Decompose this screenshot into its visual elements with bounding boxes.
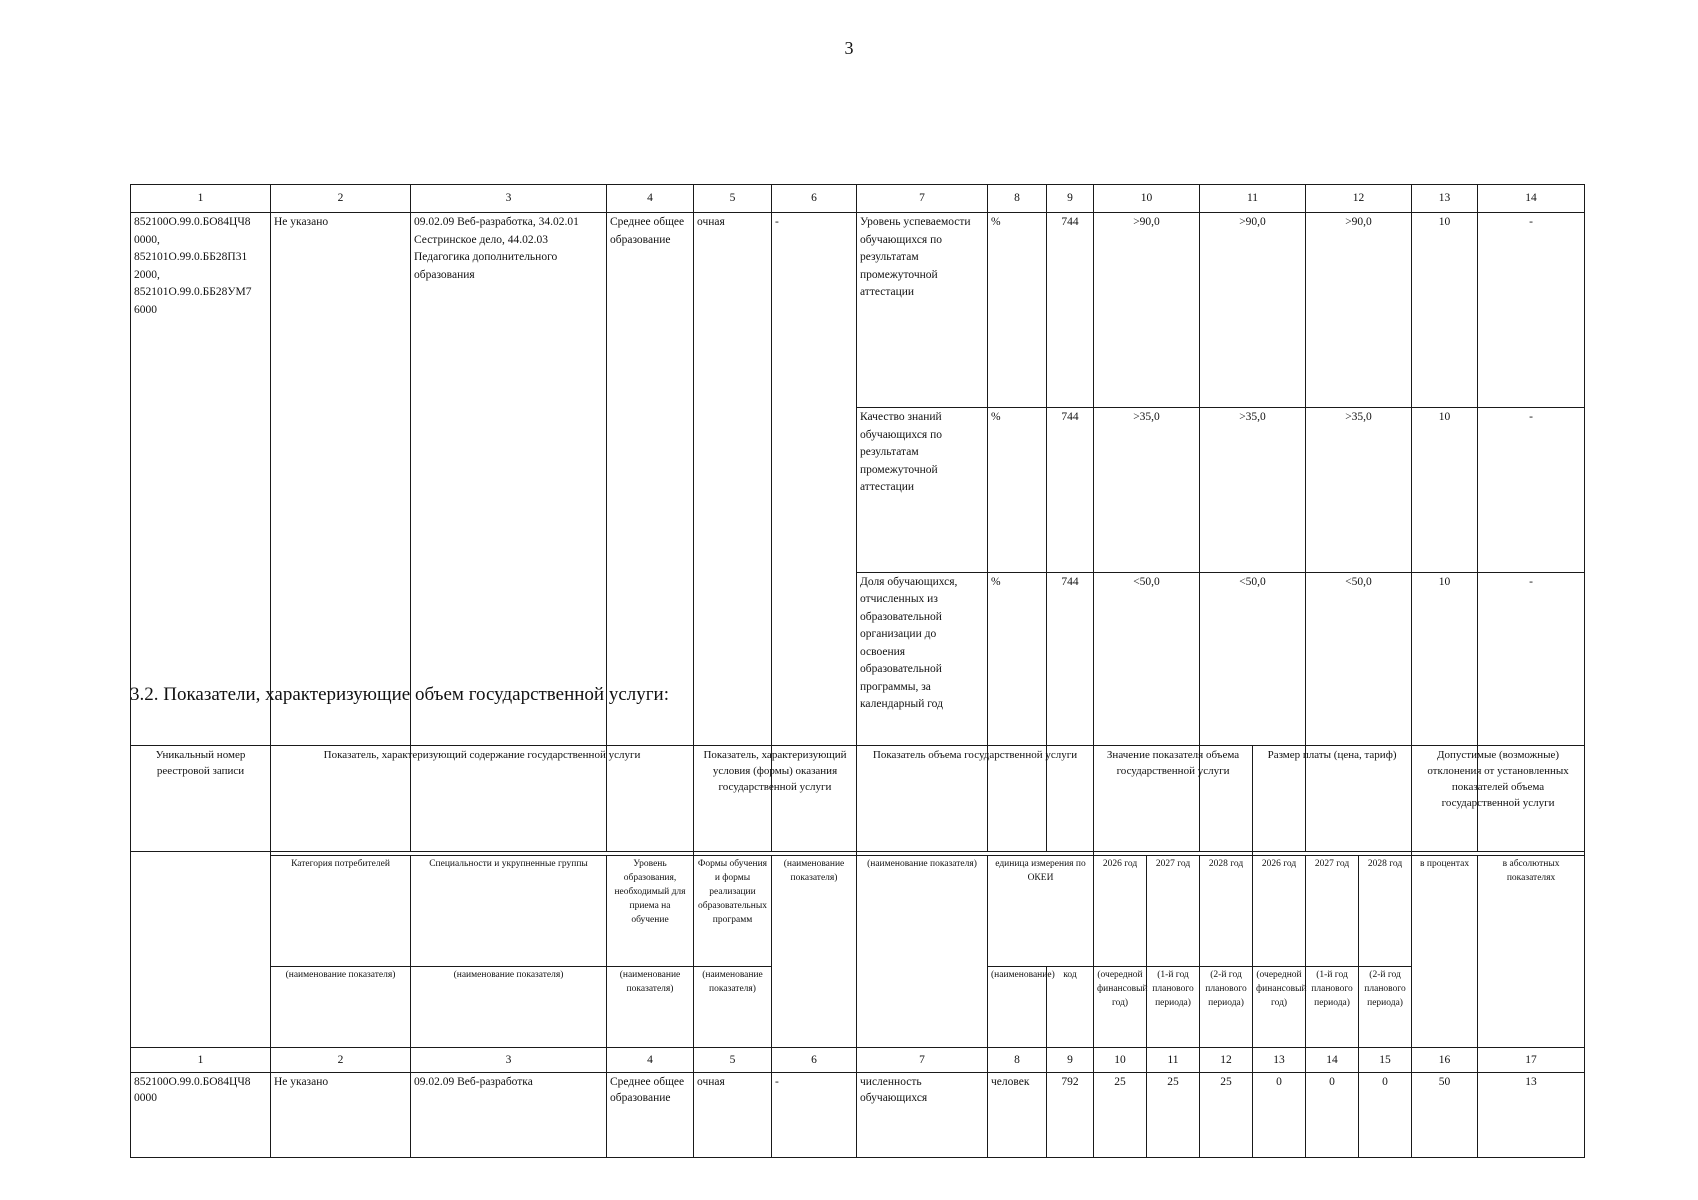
fee-2028-cell: 0 xyxy=(1359,1073,1412,1158)
value-2027-cell: >90,0 xyxy=(1200,213,1306,408)
value-2027-cell: <50,0 xyxy=(1200,572,1306,851)
col-number: 4 xyxy=(607,1048,694,1073)
specialties-cell: 09.02.09 Веб-разработка, 34.02.01 Сестринское дело, 44.02.03 Педагогика дополнительного образования xyxy=(411,213,607,852)
fee-2026-cell: 0 xyxy=(1253,1073,1306,1158)
col-number: 10 xyxy=(1094,185,1200,213)
education-level-cell: Среднее общее образование xyxy=(607,1073,694,1158)
volume-indicators-table xyxy=(130,745,1585,1158)
unit-cell: % xyxy=(988,408,1047,573)
unit-cell: % xyxy=(988,213,1047,408)
header-fy-1: (1-й год планового периода) xyxy=(1147,967,1200,1048)
col-number: 5 xyxy=(694,1048,772,1073)
header-fee-2028: 2028 год xyxy=(1359,856,1412,967)
header-name-specialty: (наименование показателя) xyxy=(411,967,607,1048)
col-number: 5 xyxy=(694,185,772,213)
deviation-absolute-cell: - xyxy=(1478,213,1585,408)
col-number: 11 xyxy=(1147,1048,1200,1073)
table-row xyxy=(131,1073,1585,1158)
deviation-absolute-cell: 13 xyxy=(1478,1073,1585,1158)
header-name-forms: (наименование показателя) xyxy=(694,967,772,1048)
value-2027-cell: >35,0 xyxy=(1200,408,1306,573)
header-fee: Размер платы (цена, тариф) xyxy=(1253,746,1412,856)
col-number: 12 xyxy=(1306,185,1412,213)
header-specialties: Специальности и укрупненные группы xyxy=(411,856,607,967)
okei-cell: 744 xyxy=(1047,213,1094,408)
header-fy-2: (2-й год планового периода) xyxy=(1200,967,1253,1048)
header-row xyxy=(131,856,1585,967)
header-year-2026: 2026 год xyxy=(1094,856,1147,967)
unit-cell: % xyxy=(988,572,1047,851)
header-row xyxy=(131,746,1585,856)
value-2026-cell: <50,0 xyxy=(1094,572,1200,851)
value-2027-cell: 25 xyxy=(1147,1073,1200,1158)
header-fy-current: (очередной финансовый год) xyxy=(1094,967,1147,1048)
col-number: 8 xyxy=(988,185,1047,213)
consumer-category-cell: Не указано xyxy=(271,213,411,852)
col-number: 6 xyxy=(772,1048,857,1073)
col-number: 3 xyxy=(411,185,607,213)
header-fee-2027: 2027 год xyxy=(1306,856,1359,967)
okei-cell: 744 xyxy=(1047,408,1094,573)
form-cell: очная xyxy=(694,213,772,852)
col-number: 1 xyxy=(131,185,271,213)
header-year-2027: 2027 год xyxy=(1147,856,1200,967)
col-number: 11 xyxy=(1200,185,1306,213)
col-number: 6 xyxy=(772,185,857,213)
header-forms: Формы обучения и формы реализации образовательных программ xyxy=(694,856,772,967)
value-2026-cell: 25 xyxy=(1094,1073,1147,1158)
header-indicator-name: (наименование показателя) xyxy=(772,856,857,1048)
value-2026-cell: >35,0 xyxy=(1094,408,1200,573)
education-level-cell: Среднее общее образование xyxy=(607,213,694,852)
section-heading: 3.2. Показатели, характеризующие объем государственной услуги: xyxy=(130,684,670,705)
col-number: 15 xyxy=(1359,1048,1412,1073)
col-number: 9 xyxy=(1047,185,1094,213)
deviation-percent-cell: 10 xyxy=(1412,572,1478,851)
header-deviation-percent: в процентах xyxy=(1412,856,1478,1048)
value-2026-cell: >90,0 xyxy=(1094,213,1200,408)
registry-number-cell: 852100О.99.0.БО84ЦЧ8 0000 xyxy=(131,1073,271,1158)
col-number: 4 xyxy=(607,185,694,213)
header-volume-value: Значение показателя объема государственной услуги xyxy=(1094,746,1253,856)
header-education-level: Уровень образования, необходимый для приема на обучение xyxy=(607,856,694,967)
column-number-row xyxy=(131,1048,1585,1073)
col-number: 14 xyxy=(1478,185,1585,213)
col6-cell: - xyxy=(772,213,857,852)
deviation-absolute-cell: - xyxy=(1478,572,1585,851)
col-number: 9 xyxy=(1047,1048,1094,1073)
fee-2027-cell: 0 xyxy=(1306,1073,1359,1158)
indicator-name-cell: Качество знаний обучающихся по результатам промежуточной аттестации xyxy=(857,408,988,573)
header-name-level: (наименование показателя) xyxy=(607,967,694,1048)
column-number-row xyxy=(131,185,1585,213)
specialty-cell: 09.02.09 Веб-разработка xyxy=(411,1073,607,1158)
col-number: 2 xyxy=(271,1048,411,1073)
deviation-percent-cell: 50 xyxy=(1412,1073,1478,1158)
okei-cell: 792 xyxy=(1047,1073,1094,1158)
col-number: 7 xyxy=(857,1048,988,1073)
header-name-consumer: (наименование показателя) xyxy=(271,967,411,1048)
col-number: 13 xyxy=(1412,185,1478,213)
col-number: 2 xyxy=(271,185,411,213)
value-2028-cell: <50,0 xyxy=(1306,572,1412,851)
col-number: 16 xyxy=(1412,1048,1478,1073)
consumer-category-cell: Не указано xyxy=(271,1073,411,1158)
table-row xyxy=(131,213,1585,408)
indicator-cell: численность обучающихся xyxy=(857,1073,988,1158)
col-number: 14 xyxy=(1306,1048,1359,1073)
header-deviations: Допустимые (возможные) отклонения от установленных показателей объема государственной услуги xyxy=(1412,746,1585,856)
form-cell: очная xyxy=(694,1073,772,1158)
deviation-absolute-cell: - xyxy=(1478,408,1585,573)
col-number: 8 xyxy=(988,1048,1047,1073)
unit-cell: человек xyxy=(988,1073,1047,1158)
indicator-name-cell: Доля обучающихся, отчисленных из образовательной организации до освоения образовательной программы, за календарный год xyxy=(857,572,988,851)
col-number: 3 xyxy=(411,1048,607,1073)
header-volume-indicator: Показатель объема государственной услуги xyxy=(857,746,1094,856)
col-number: 10 xyxy=(1094,1048,1147,1073)
header-consumer-category: Категория потребителей xyxy=(271,856,411,967)
page-number: 3 xyxy=(844,38,854,58)
header-unit-okei: единица измерения по ОКЕИ xyxy=(988,856,1094,967)
value-2028-cell: >35,0 xyxy=(1306,408,1412,573)
value-2028-cell: >90,0 xyxy=(1306,213,1412,408)
col6-cell: - xyxy=(772,1073,857,1158)
indicator-name-cell: Уровень успеваемости обучающихся по результатам промежуточной аттестации xyxy=(857,213,988,408)
header-content-indicator: Показатель, характеризующий содержание государственной услуги xyxy=(271,746,694,856)
col-number: 1 xyxy=(131,1048,271,1073)
deviation-percent-cell: 10 xyxy=(1412,408,1478,573)
header-year-2028: 2028 год xyxy=(1200,856,1253,967)
registry-number-cell: 852100О.99.0.БО84ЦЧ8 0000, 852101О.99.0.ББ28П31 2000, 852101О.99.0.ББ28УМ7 6000 xyxy=(131,213,271,852)
header-unit-name: (наименование) xyxy=(988,967,1047,1048)
col-number: 17 xyxy=(1478,1048,1585,1073)
deviation-percent-cell: 10 xyxy=(1412,213,1478,408)
header-fee-2026: 2026 год xyxy=(1253,856,1306,967)
header-volume-name: (наименование показателя) xyxy=(857,856,988,1048)
header-registry: Уникальный номер реестровой записи xyxy=(131,746,271,1048)
header-code: код xyxy=(1047,967,1094,1048)
header-fee-fy-1: (1-й год планового периода) xyxy=(1306,967,1359,1048)
okei-cell: 744 xyxy=(1047,572,1094,851)
header-conditions-indicator: Показатель, характеризующий условия (формы) оказания государственной услуги xyxy=(694,746,857,856)
col-number: 7 xyxy=(857,185,988,213)
col-number: 13 xyxy=(1253,1048,1306,1073)
header-fee-fy-2: (2-й год планового периода) xyxy=(1359,967,1412,1048)
value-2028-cell: 25 xyxy=(1200,1073,1253,1158)
col-number: 12 xyxy=(1200,1048,1253,1073)
header-fee-fy-current: (очередной финансовый год) xyxy=(1253,967,1306,1048)
header-deviation-absolute: в абсолютных показателях xyxy=(1478,856,1585,1048)
